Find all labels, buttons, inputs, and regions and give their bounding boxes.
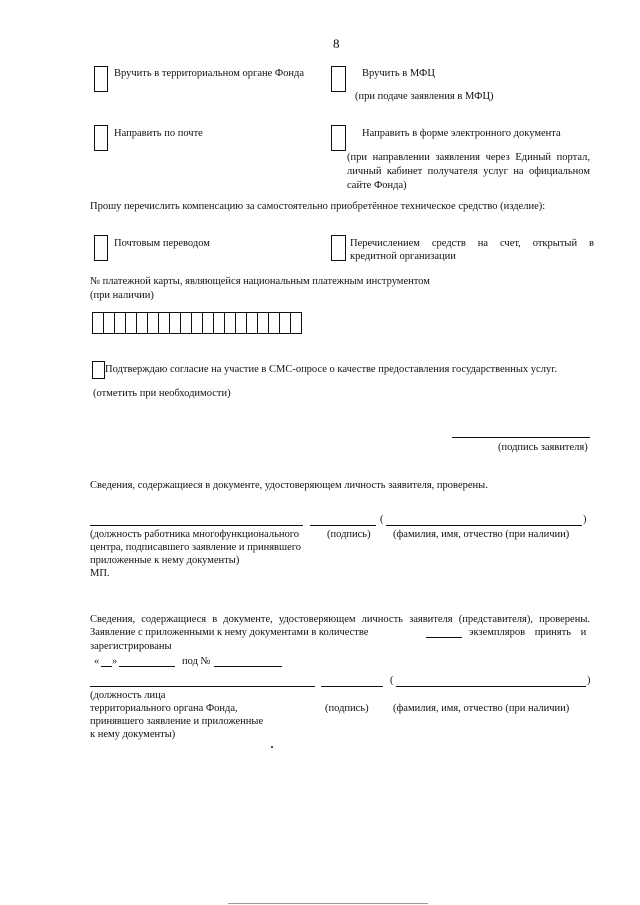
card-number-note: (при наличии) [90,290,154,301]
fund-paren-open: ( [390,675,394,686]
registration-number-label: под № [182,656,211,667]
postal-transfer-label: Почтовым переводом [114,238,210,249]
mail-label: Направить по почте [114,128,203,139]
mfc-signature-line[interactable] [310,525,376,526]
page-number: 8 [333,36,340,51]
card-digit-cell[interactable] [104,313,115,333]
card-digit-cell[interactable] [269,313,280,333]
card-digit-cell[interactable] [214,313,225,333]
bank-transfer-label-line1: Перечислением средств на счет, открытый в [350,238,594,249]
compensation-request: Прошу перечислить компенсацию за самостоятельно приобретённое техническое средство (изделие): [90,201,546,212]
date-month-line[interactable] [119,666,175,667]
mfc-position-caption-line2: центра, подписавшего заявление и принявшего [90,542,302,553]
electronic-label: Направить в форме электронного документа [362,128,561,139]
registered-label: зарегистрированы [90,641,172,652]
card-digit-cell[interactable] [225,313,236,333]
date-quote-close: » [112,656,118,667]
bank-transfer-checkbox[interactable] [331,235,346,261]
stamp-placeholder: МП. [90,568,110,579]
bank-transfer-label-line2: кредитной организации [350,251,456,262]
document-count-line[interactable] [426,637,462,638]
card-digit-cell[interactable] [159,313,170,333]
fund-full-name-line[interactable] [396,686,586,687]
card-digit-cell[interactable] [236,313,247,333]
fund-position-caption-line4: к нему документы) [90,729,176,740]
fund-office-checkbox[interactable] [94,66,108,92]
electronic-checkbox[interactable] [331,125,346,151]
fund-signature-line[interactable] [321,686,383,687]
sms-consent-checkbox[interactable] [92,361,105,379]
date-quote-open: « [94,656,100,667]
card-digit-cell[interactable] [137,313,148,333]
fund-office-label: Вручить в территориальном органе Фонда [114,68,305,79]
verification-note: Сведения, содержащиеся в документе, удостоверяющем личность заявителя, проверены. [90,480,488,491]
card-digit-cell[interactable] [280,313,291,333]
mail-checkbox[interactable] [94,125,108,151]
document-count-text-end: экземпляров принять и [469,627,587,638]
mfc-signature-caption: (подпись) [327,529,371,540]
fund-signature-caption: (подпись) [325,703,369,714]
card-digit-cell[interactable] [192,313,203,333]
mfc-label: Вручить в МФЦ [362,68,435,79]
fund-paren-close: ) [587,675,591,686]
card-digit-cell[interactable] [126,313,137,333]
electronic-note-line2: личный кабинет получателя услуг на официальном [347,166,590,177]
electronic-note-line1: (при направлении заявления через Единый портал, [347,152,590,163]
card-number-field[interactable] [92,312,302,334]
fund-full-name-caption: (фамилия, имя, отчество (при наличии) [393,703,570,714]
registration-number-line[interactable] [214,666,282,667]
applicant-signature-line[interactable] [452,437,590,438]
scan-speck [271,746,273,748]
card-digit-cell[interactable] [181,313,192,333]
mfc-position-caption-line3: приложенные к нему документы) [90,555,240,566]
mfc-note: (при подаче заявления в МФЦ) [355,91,494,102]
fund-position-caption-line3: принявшего заявление и приложенные [90,716,264,727]
mfc-position-caption-line1: (должность работника многофункционального [90,529,300,540]
mfc-position-line[interactable] [90,525,303,526]
fund-position-line[interactable] [90,686,315,687]
card-digit-cell[interactable] [115,313,126,333]
mfc-checkbox[interactable] [331,66,346,92]
applicant-signature-label: (подпись заявителя) [498,442,588,453]
fund-position-caption-line2: территориального органа Фонда, [90,703,238,714]
card-digit-cell[interactable] [291,313,302,333]
mfc-full-name-caption: (фамилия, имя, отчество (при наличии) [393,529,570,540]
postal-transfer-checkbox[interactable] [94,235,108,261]
card-digit-cell[interactable] [247,313,258,333]
fund-verification-note: Сведения, содержащиеся в документе, удостоверяющем личность заявителя (представителя), проверены. [90,614,590,625]
date-day-line[interactable] [101,666,112,667]
fund-position-caption-line1: (должность лица [90,690,166,701]
card-digit-cell[interactable] [258,313,269,333]
page-edge-mark [228,903,428,904]
mfc-paren-close: ) [583,514,587,525]
electronic-note-line3: сайте Фонда) [347,180,407,191]
card-digit-cell[interactable] [148,313,159,333]
mfc-paren-open: ( [380,514,384,525]
card-digit-cell[interactable] [203,313,214,333]
document-count-text: Заявление с приложенными к нему документами в количестве [90,627,369,638]
sms-consent-label: Подтверждаю согласие на участие в СМС-опросе о качестве предоставления государственных услуг. [105,364,557,375]
card-number-label: № платежной карты, являющейся национальным платежным инструментом [90,276,430,287]
card-digit-cell[interactable] [93,313,104,333]
sms-consent-note: (отметить при необходимости) [93,388,231,399]
mfc-full-name-line[interactable] [386,525,582,526]
card-digit-cell[interactable] [170,313,181,333]
